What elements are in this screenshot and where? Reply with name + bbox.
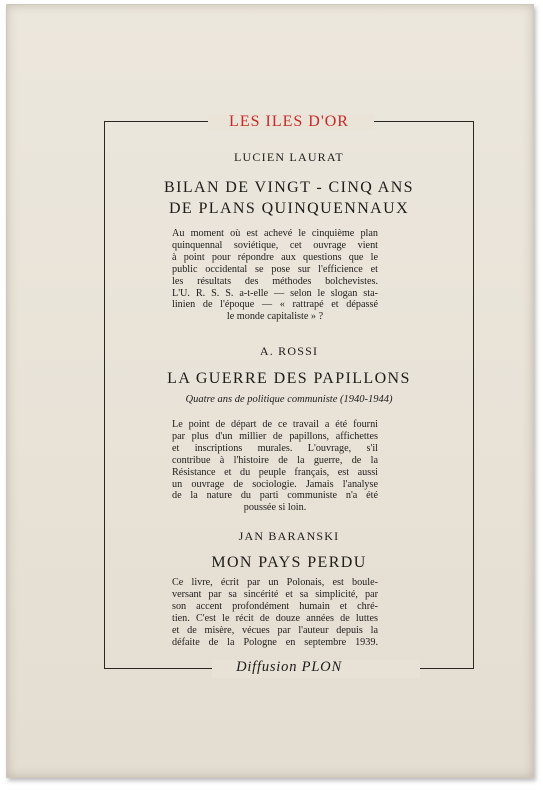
blurb-line: un ouvrage de sociologie. Jamais l'analyse xyxy=(172,478,378,490)
blurb-line: les résultats des méthodes bolchevistes. xyxy=(172,275,378,287)
blurb-line: le monde capitaliste » ? xyxy=(226,311,324,323)
book-1-title-line-1: BILAN DE VINGT - CINQ ANS xyxy=(164,179,414,196)
series-title: LES ILES D'OR xyxy=(229,113,349,130)
blurb-line: contribue à l'histoire de la guerre, de la xyxy=(172,454,378,466)
book-3-title: MON PAYS PERDU xyxy=(211,554,367,571)
blurb-line: Le point de départ de ce travail a été fourni xyxy=(172,419,378,430)
blurb-line: et inscriptions murales. L'ouvrage, s'il xyxy=(172,442,378,454)
blurb-line: et de misère, vécues par l'auteur depuis la xyxy=(172,624,378,636)
blurb-line: L'U. R. S. S. a-t-elle — selon le slogan sta- xyxy=(172,287,378,299)
blurb-line: public occidental se pose sur l'efficience et xyxy=(172,263,378,275)
blurb-line: défaite de la Pologne en septembre 1939. xyxy=(172,636,378,648)
blurb-line: Résistance et du peuple français, est aussi xyxy=(172,466,378,478)
book-1-title-line-2: DE PLANS QUINQUENNAUX xyxy=(168,200,410,217)
book-2-subtitle: Quatre ans de politique communiste (1940-1944) xyxy=(185,394,393,405)
book-1-blurb xyxy=(172,228,378,323)
blurb-line: à point pour répondre aux questions que le xyxy=(172,251,378,263)
blurb-line: linien de l'époque — « rattrapé et dépassé xyxy=(172,299,378,311)
book-1-author: LUCIEN LAURAT xyxy=(234,150,344,164)
blurb-line: Ce livre, écrit par un Polonais, est boule- xyxy=(172,577,378,588)
book-3-blurb xyxy=(172,577,378,648)
blurb-line: Au moment où est achevé le cinquième plan xyxy=(172,228,378,239)
book-2-blurb xyxy=(172,419,378,514)
publisher-footer: Diffusion PLON xyxy=(236,659,342,675)
book-3-author: JAN BARANSKI xyxy=(238,529,340,543)
blurb-line: quinquennal soviétique, cet ouvrage vient xyxy=(172,239,378,251)
blurb-line: tien. C'est le récit de douze années de luttes xyxy=(172,612,378,624)
book-2-title: LA GUERRE DES PAPILLONS xyxy=(167,370,411,387)
blurb-line: de la nature du parti communiste n'a été xyxy=(172,490,378,502)
blurb-line: poussée si loin. xyxy=(243,502,307,514)
book-2-author: A. ROSSI xyxy=(259,344,319,358)
blurb-line: versant par sa sincérité et sa simplicité, par xyxy=(172,588,378,600)
blurb-line: son accent profondément humain et chré- xyxy=(172,600,378,612)
blurb-line: par plus d'un millier de papillons, affichettes xyxy=(172,430,378,442)
